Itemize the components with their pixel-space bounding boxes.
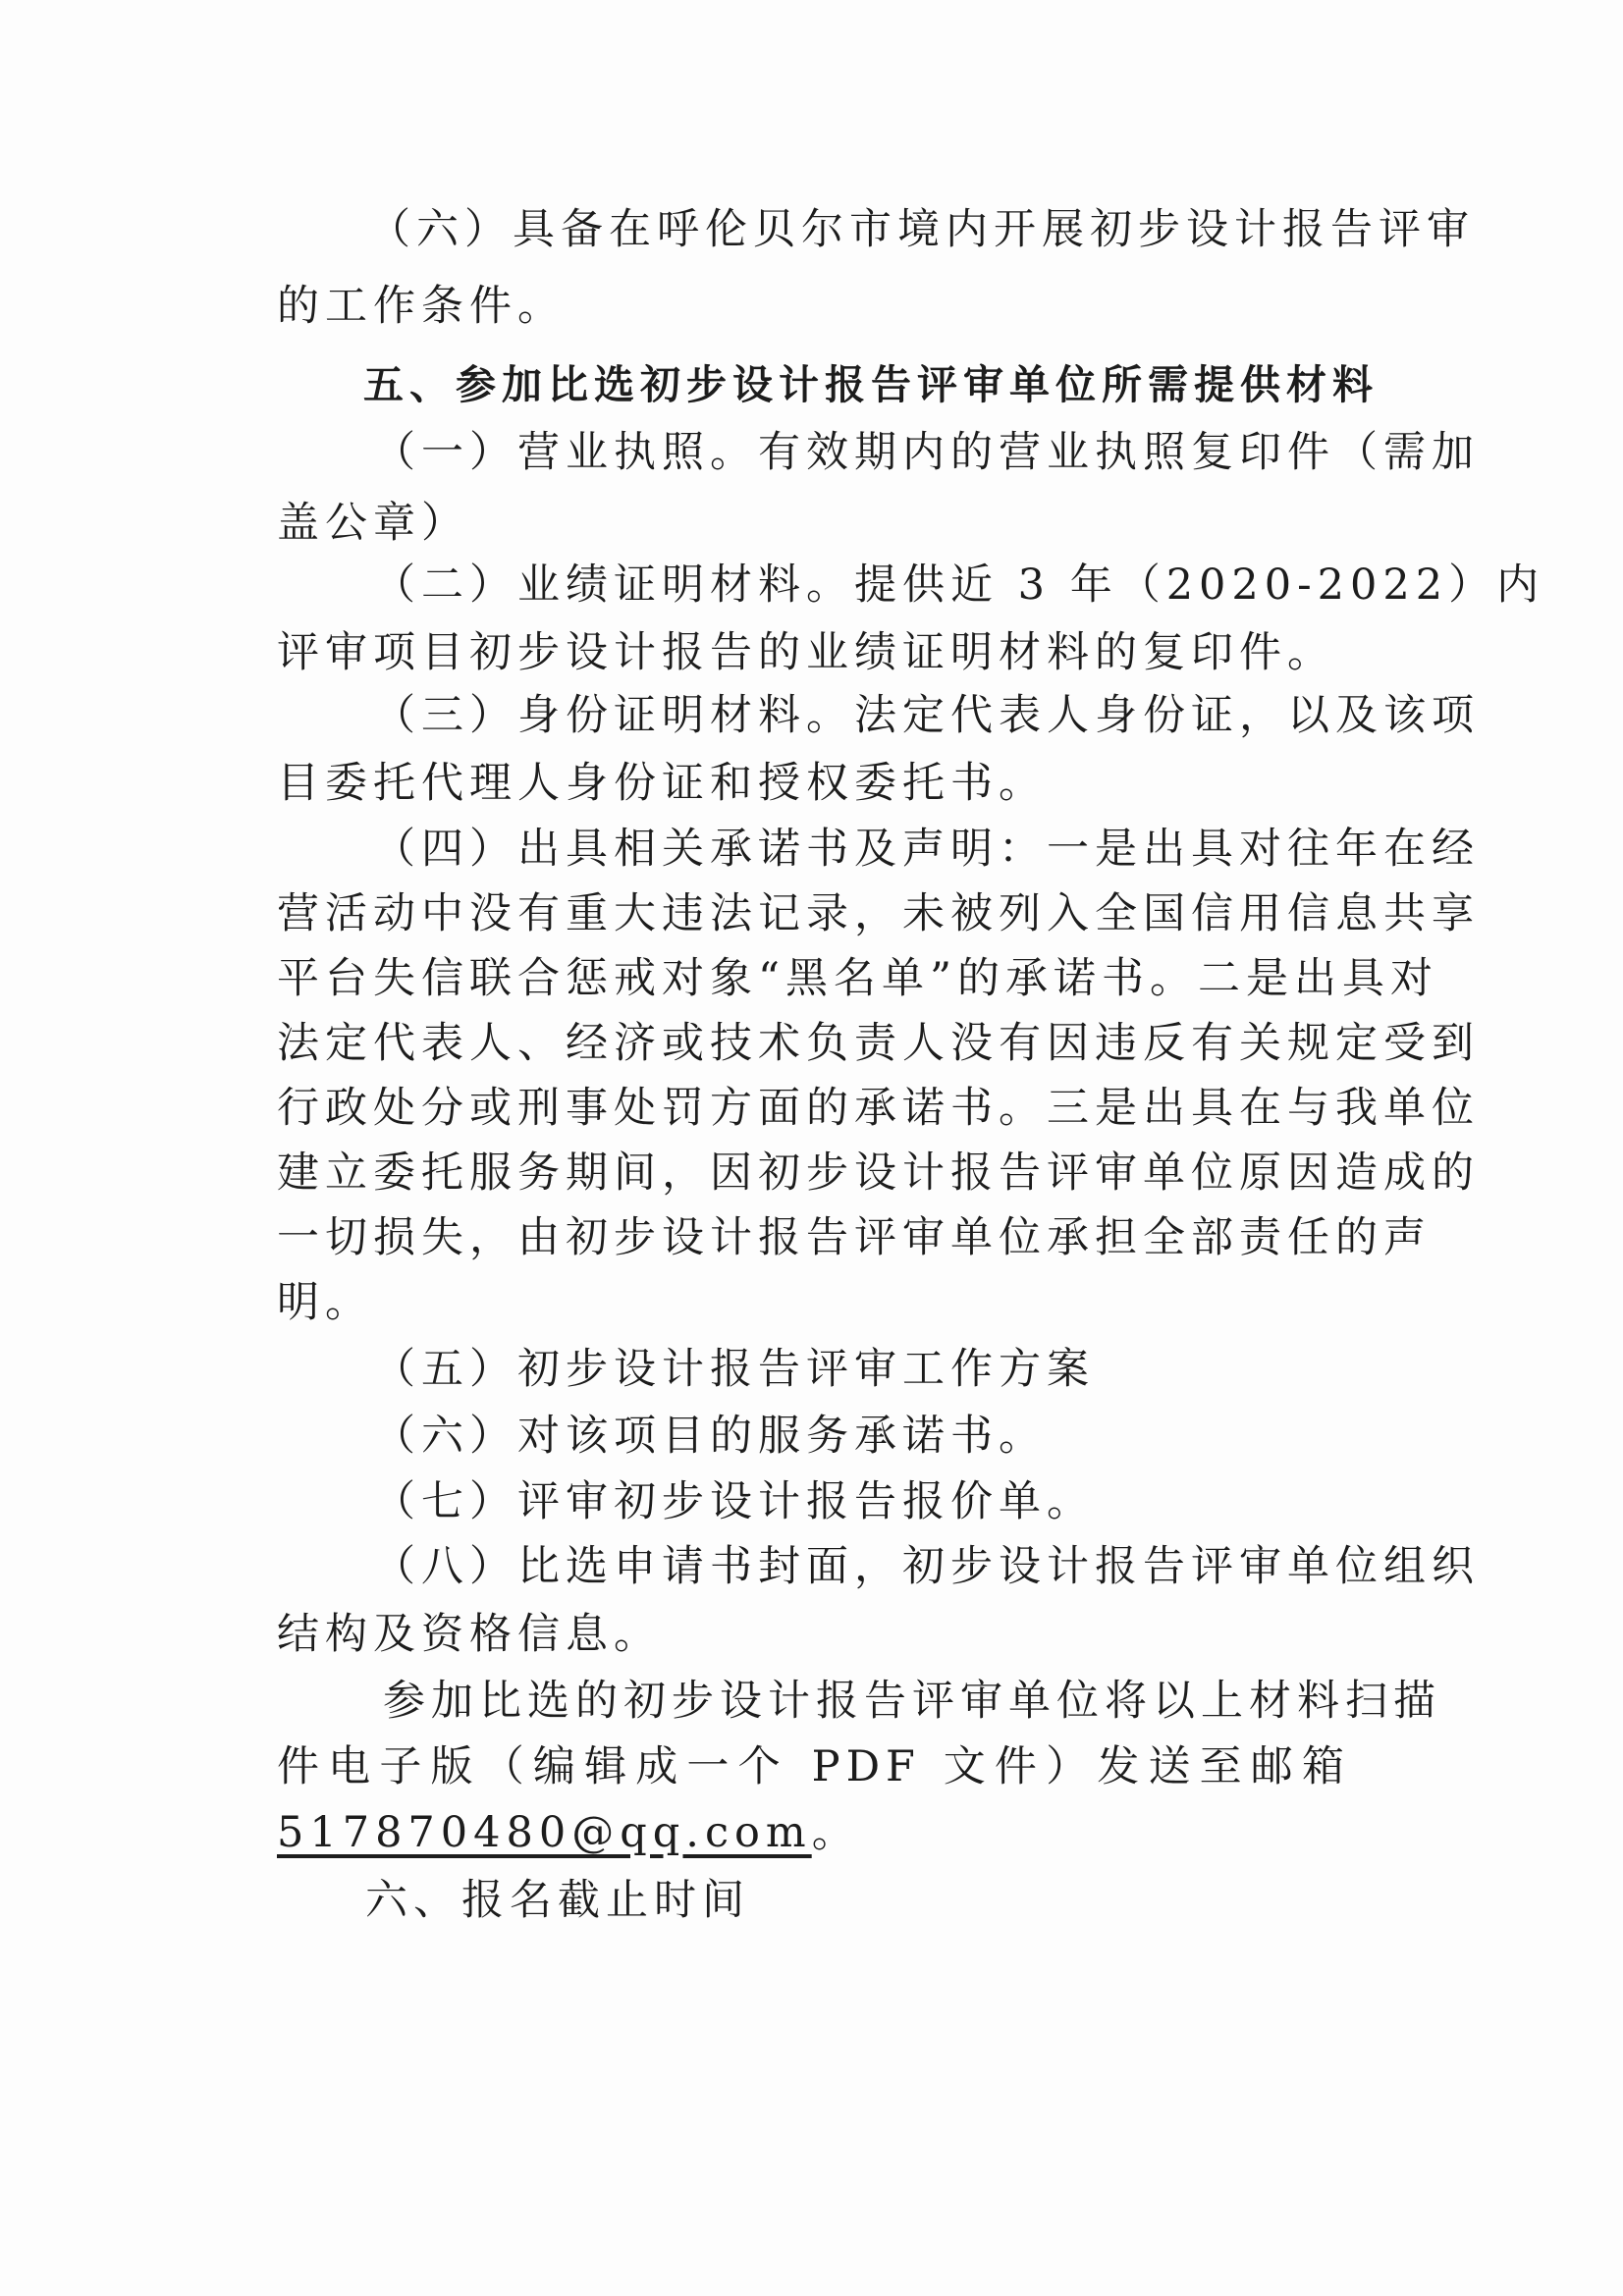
paragraph-line: 评审项目初步设计报告的业绩证明材料的复印件。 [277, 628, 1335, 677]
email-address [277, 1800, 860, 1865]
paragraph-line: （七）评审初步设计报告报价单。 [373, 1477, 1095, 1526]
paragraph-line: （三）身份证明材料。法定代表人身份证，以及该项 [373, 691, 1480, 740]
paragraph-line: （六）具备在呼伦贝尔市境内开展初步设计报告评审 [368, 205, 1475, 254]
paragraph-line: 建立委托服务期间，因初步设计报告评审单位原因造成的 [277, 1148, 1480, 1198]
paragraph-line: （六）对该项目的服务承诺书。 [373, 1412, 1047, 1461]
paragraph-line: 目委托代理人身份证和授权委托书。 [277, 759, 1047, 808]
paragraph-line: （四）出具相关承诺书及声明：一是出具对往年在经 [373, 825, 1480, 874]
paragraph-line: （八）比选申请书封面，初步设计报告评审单位组织 [373, 1542, 1480, 1591]
section-heading: 五、参加比选初步设计报告评审单位所需提供材料 [363, 361, 1379, 408]
paragraph-line: （一）营业执照。有效期内的营业执照复印件（需加 [373, 428, 1480, 477]
paragraph-line: 结构及资格信息。 [277, 1610, 662, 1659]
paragraph-line: 件电子版（编辑成一个 PDF 文件）发送至邮箱 [277, 1742, 1350, 1791]
paragraph-line: 平台失信联合惩戒对象“黑名单”的承诺书。二是出具对 [277, 954, 1438, 1003]
paragraph-line: （二）业绩证明材料。提供近 3 年（2020-2022）内 [373, 561, 1545, 610]
paragraph-line: 参加比选的初步设计报告评审单位将以上材料扫描 [383, 1677, 1441, 1726]
paragraph-line: 明。 [277, 1278, 373, 1327]
paragraph-line: 的工作条件。 [277, 282, 566, 331]
paragraph-line: 盖公章） [277, 499, 469, 548]
paragraph-line: 法定代表人、经济或技术负责人没有因违反有关规定受到 [277, 1019, 1480, 1068]
paragraph-line: 一切损失，由初步设计报告评审单位承担全部责任的声 [277, 1213, 1432, 1262]
section-heading: 六、报名截止时间 [365, 1876, 750, 1925]
sentence-end: 。 [811, 1808, 860, 1857]
email-link[interactable]: 517870480@qq.com [277, 1808, 812, 1857]
paragraph-line: 行政处分或刑事处罚方面的承诺书。三是出具在与我单位 [277, 1084, 1480, 1133]
paragraph-line: （五）初步设计报告评审工作方案 [373, 1345, 1095, 1394]
paragraph-line: 营活动中没有重大违法记录，未被列入全国信用信息共享 [277, 889, 1480, 938]
